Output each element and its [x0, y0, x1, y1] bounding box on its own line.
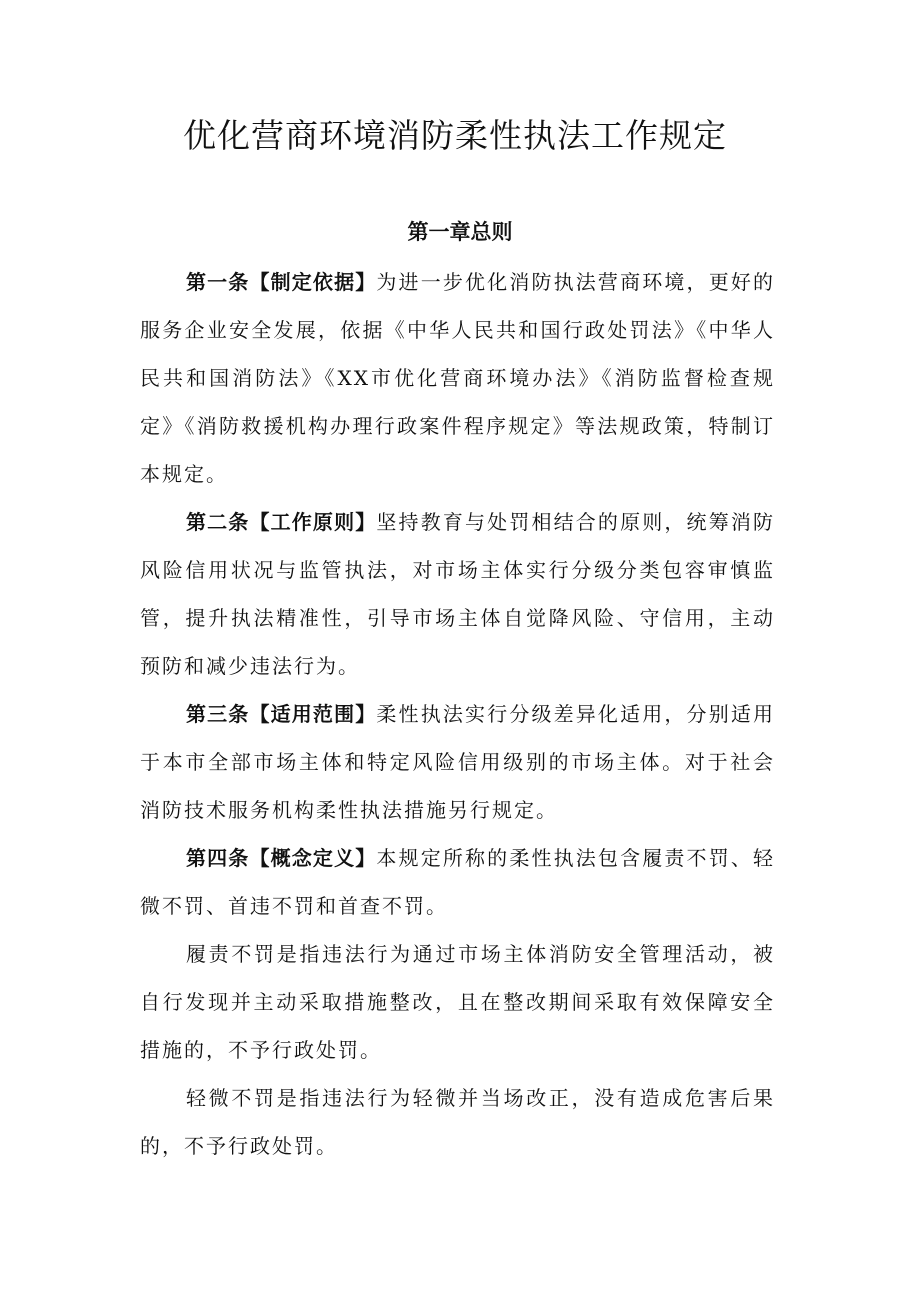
- article-3-text: 柔性执法实行分级差异化适用，分别适用于本市全部市场主体和特定风险信用级别的市场主体。对于社会消防技术服务机构柔性执法措施另行规定。: [140, 702, 776, 822]
- chapter-heading: 第一章总则: [407, 220, 513, 244]
- document-body: [140, 258, 775, 1170]
- article-3: [140, 690, 775, 834]
- article-2: [140, 498, 775, 690]
- article-4-text: 本规定所称的柔性执法包含履责不罚、轻微不罚、首违不罚和首查不罚。: [140, 846, 776, 918]
- article-4-heading: 第四条【概念定义】: [186, 846, 377, 870]
- article-1-text: 为进一步优化消防执法营商环境，更好的服务企业安全发展，依据《中华人民共和国行政处罚法》《中华人民共和国消防法》《XX市优化营商环境办法》《消防监督检查规定》《消防救援机构办理行政案件程序规定》等法规政策，特制订本规定。: [140, 270, 776, 486]
- article-1-heading: 第一条【制定依据】: [186, 270, 377, 294]
- paragraph-qingwei-bufa: 轻微不罚是指违法行为轻微并当场改正，没有造成危害后果的，不予行政处罚。: [140, 1086, 775, 1158]
- document-title: 优化营商环境消防柔性执法工作规定: [183, 116, 727, 155]
- article-4: [140, 834, 775, 930]
- article-2-text: 坚持教育与处罚相结合的原则，统筹消防风险信用状况与监管执法，对市场主体实行分级分类包容审慎监管，提升执法精准性，引导市场主体自觉降风险、守信用，主动预防和减少违法行为。: [140, 510, 776, 678]
- article-2-heading: 第二条【工作原则】: [186, 510, 377, 534]
- article-1: [140, 258, 775, 498]
- paragraph-lvze-bufa: 履责不罚是指违法行为通过市场主体消防安全管理活动，被自行发现并主动采取措施整改，且在整改期间采取有效保障安全措施的，不予行政处罚。: [140, 942, 775, 1062]
- article-3-heading: 第三条【适用范围】: [186, 702, 377, 726]
